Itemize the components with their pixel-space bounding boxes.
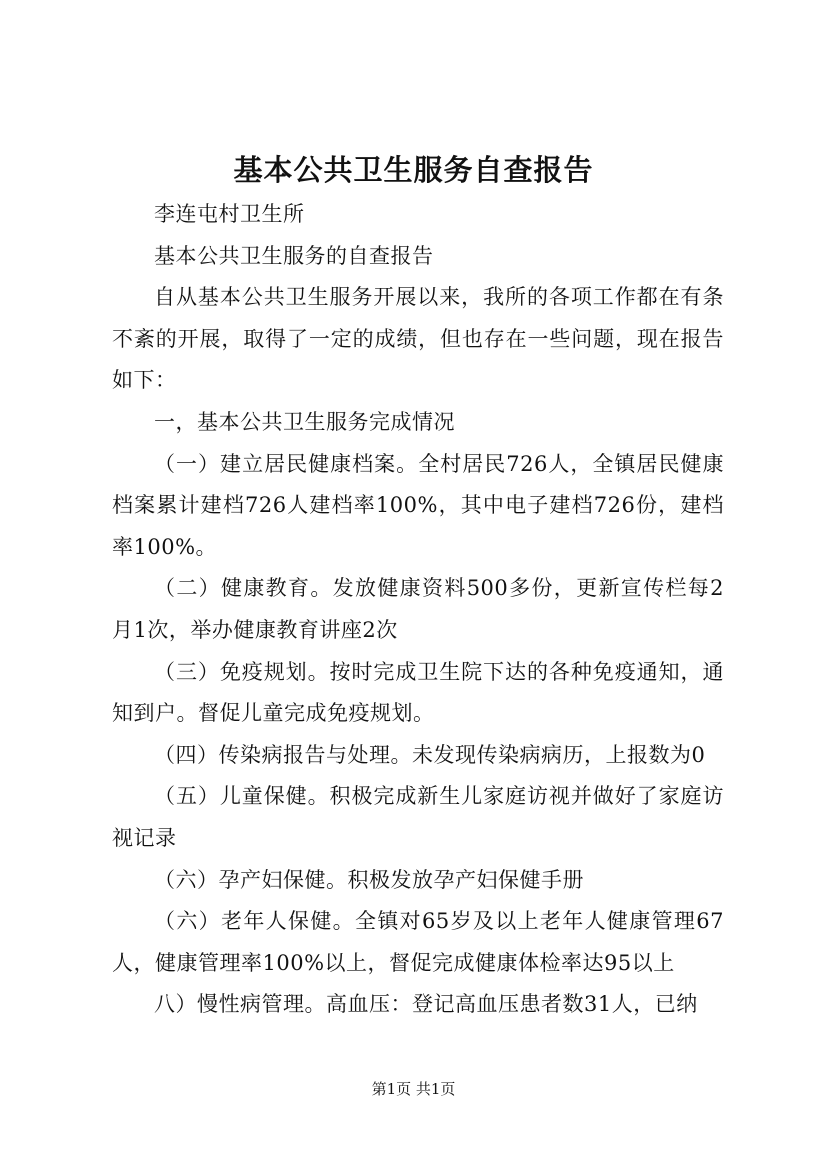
- paragraph-section-heading: 一，基本公共卫生服务完成情况: [154, 409, 455, 434]
- paragraph-item-4: （四）传染病报告与处理。未发现传染病病历，上报数为0: [154, 742, 706, 767]
- paragraph-item-3: （三）免疫规划。按时完成卫生院下达的各种免疫通知，通知到户。督促儿童完成免疫规划。: [112, 659, 724, 726]
- paragraph-item-1: （一）建立居民健康档案。全村居民726人，全镇居民健康档案累计建档726人建档率100%，其中电子建档726份，建档率100%。: [112, 451, 724, 559]
- paragraph-item-2: （二）健康教育。发放健康资料500多份，更新宣传栏每2月1次，举办健康教育讲座2次: [112, 576, 724, 642]
- paragraph-item-8: 八）慢性病管理。高血压：登记高血压患者数31人，已纳: [154, 992, 698, 1017]
- document-body: [112, 194, 724, 1026]
- paragraph-intro: 自从基本公共卫生服务开展以来，我所的各项工作都在有条不紊的开展，取得了一定的成绩，但也存在一些问题，现在报告如下：: [112, 285, 724, 393]
- paragraph-clinic-name: 李连屯村卫生所: [154, 202, 305, 226]
- paragraph-item-6: （六）孕产妇保健。积极发放孕产妇保健手册: [154, 867, 584, 892]
- paragraph-item-7: （六）老年人保健。全镇对65岁及以上老年人健康管理67人，健康管理率100%以上，督促完成健康体检率达95以上: [112, 909, 724, 975]
- paragraph-report-subtitle: 基本公共卫生服务的自查报告: [154, 243, 434, 268]
- page-footer: 第1页 共1页: [371, 1080, 456, 1098]
- paragraph-item-5: （五）儿童保健。积极完成新生儿家庭访视并做好了家庭访视记录: [112, 784, 724, 850]
- document-title: 基本公共卫生服务自查报告: [233, 153, 594, 187]
